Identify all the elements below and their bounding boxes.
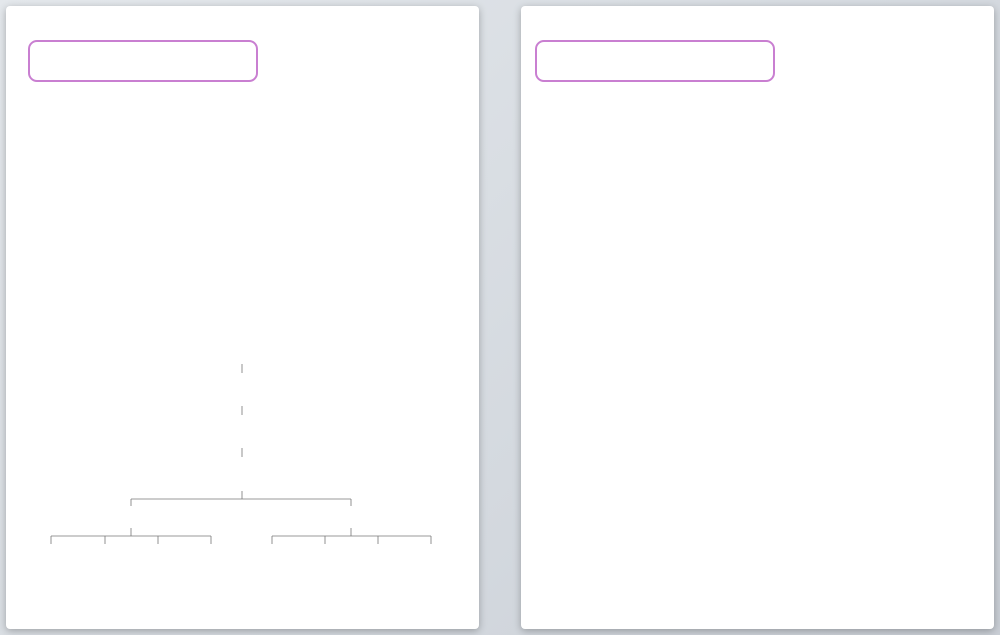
- flow-connectors: [6, 331, 479, 626]
- title-box: [535, 40, 775, 82]
- step-arrows: [527, 94, 987, 142]
- page-step3-7: [521, 6, 994, 629]
- step-arrows: [20, 94, 479, 142]
- research-method-flowchart: [6, 331, 479, 626]
- title-box: [28, 40, 258, 82]
- page-step1-2: [6, 6, 479, 629]
